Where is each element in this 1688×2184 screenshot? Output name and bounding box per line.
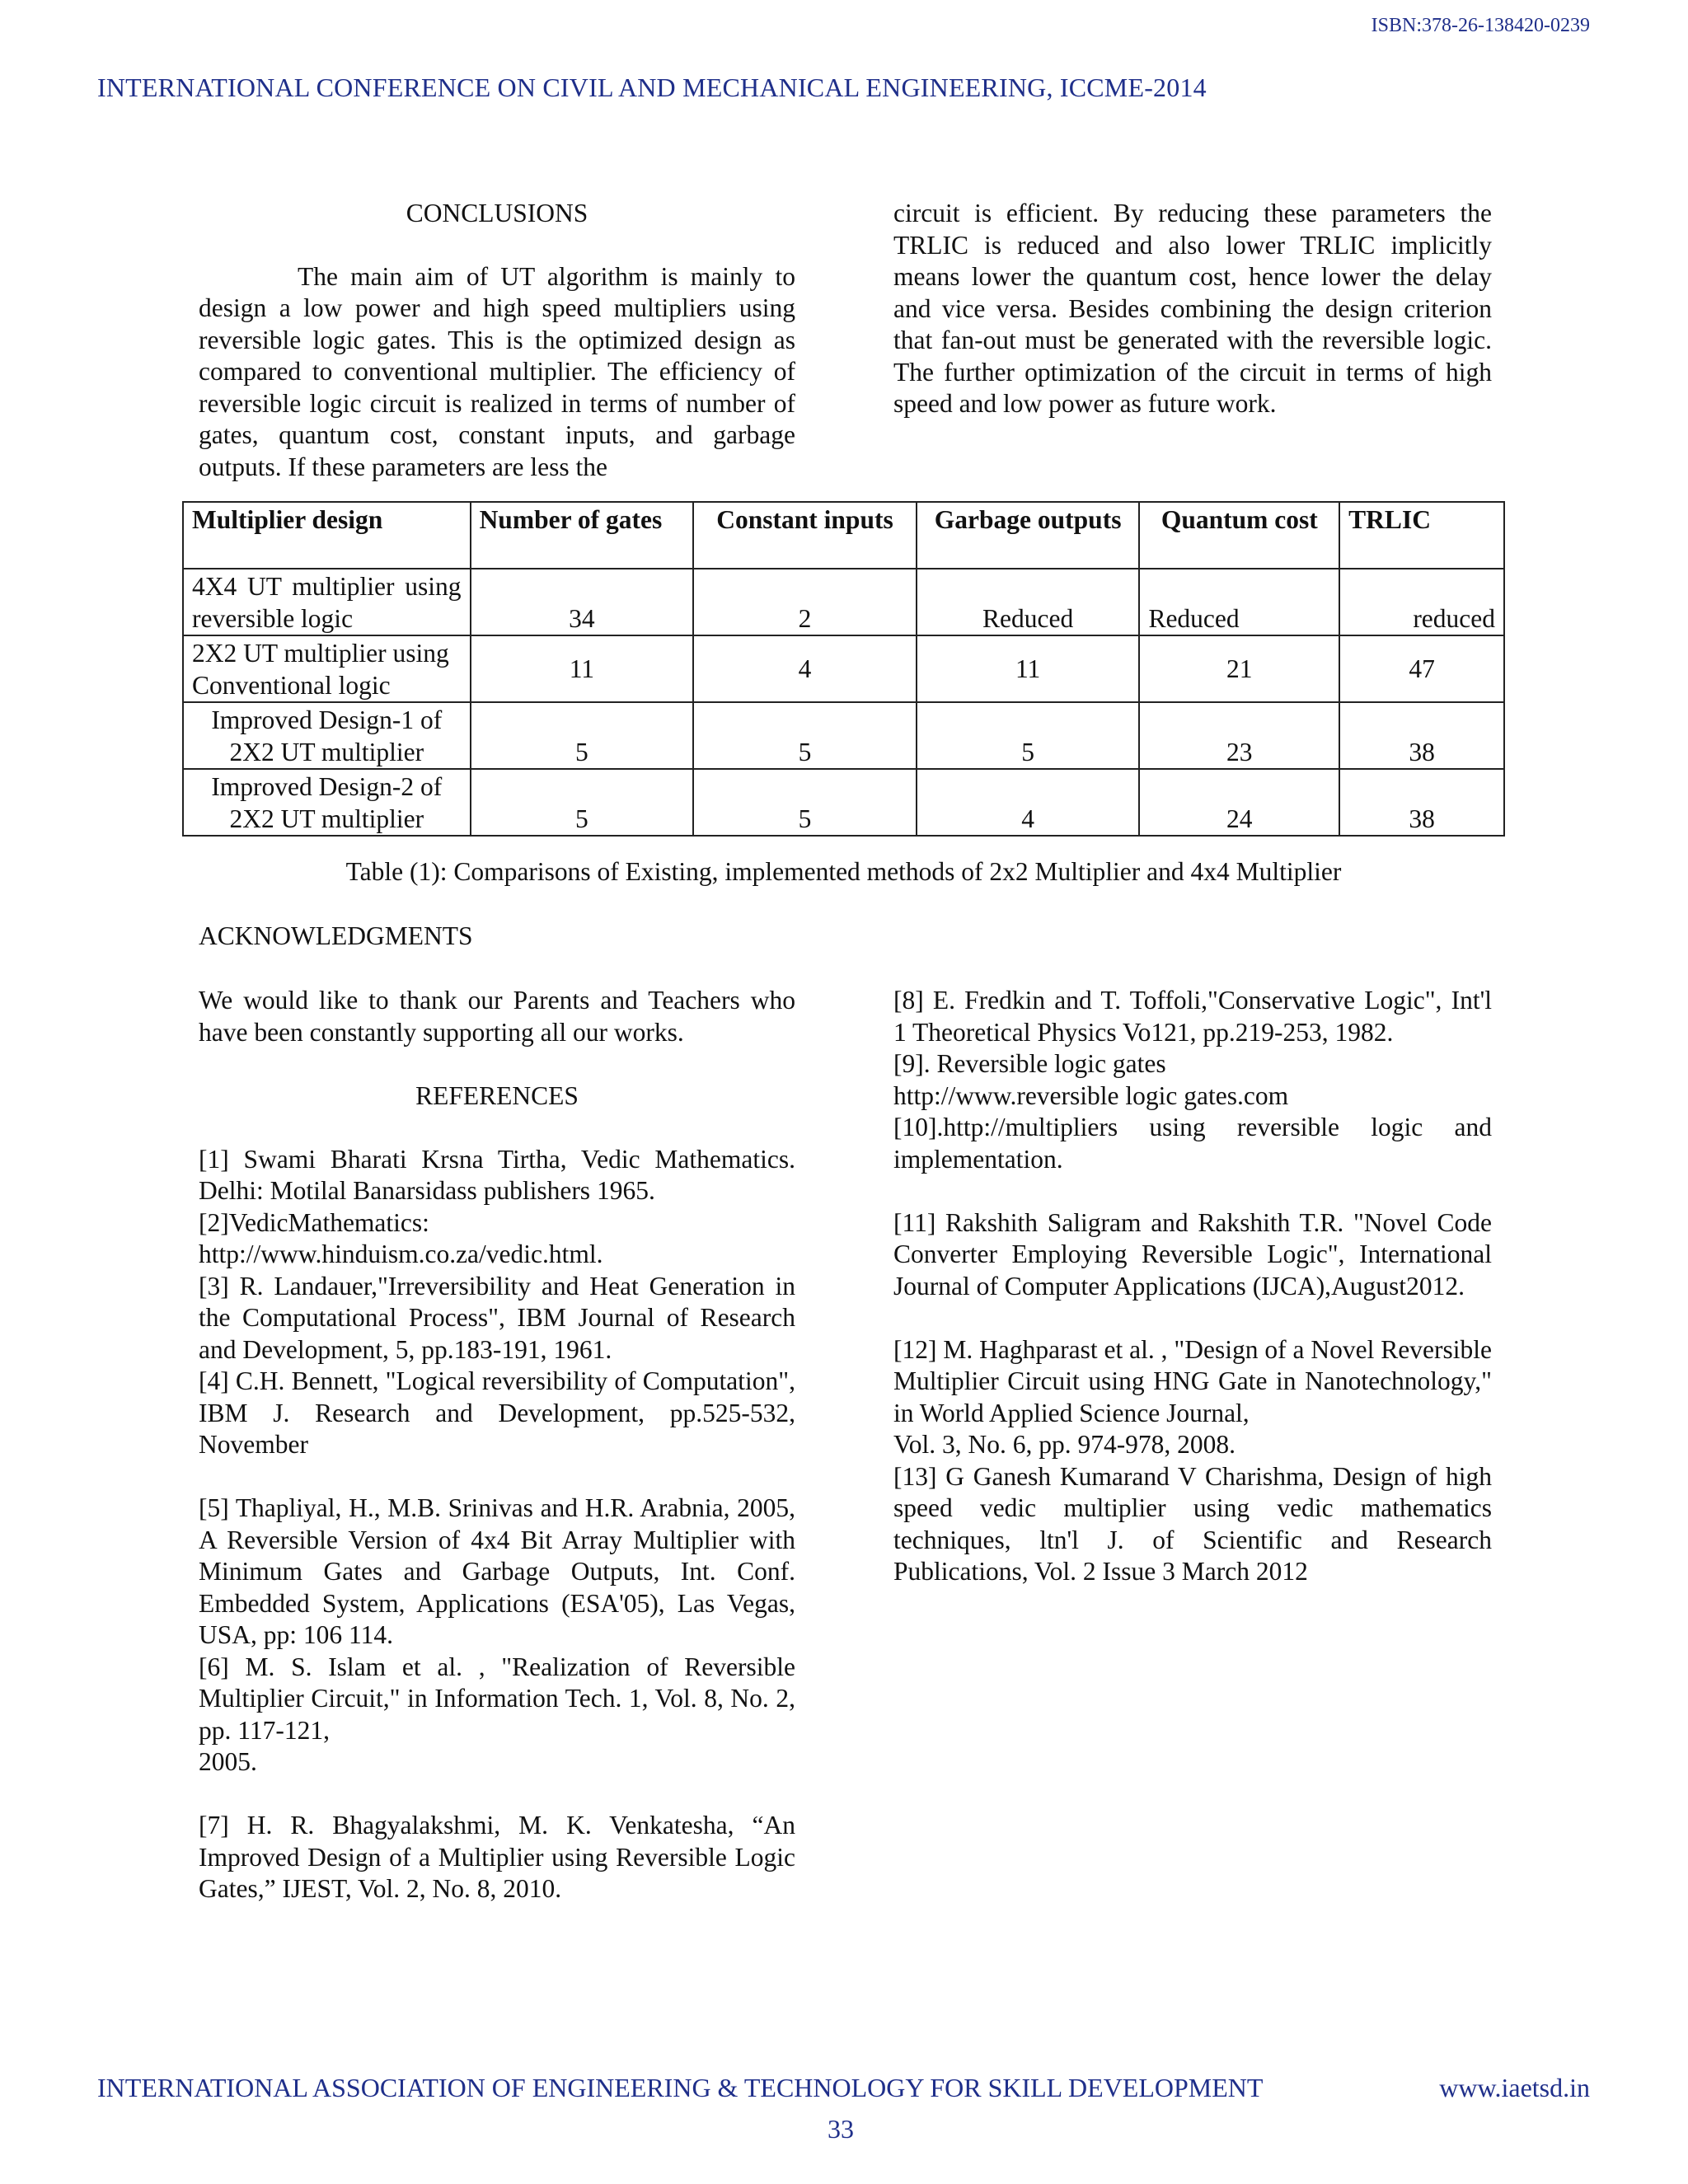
table-cell: 5 — [693, 769, 917, 836]
table-header-row — [183, 502, 1504, 569]
reference-item: [6] M. S. Islam et al. , "Realization of Reversible Multiplier Circuit," in Information Tech. 1, Vol. 8, No. 2, pp. 117-121, — [199, 1652, 795, 1745]
conclusions-paragraph-continued: circuit is efficient. By reducing these parameters the TRLIC is reduced and also lower TRLIC implicitly means lower the quantum cost, hence lower the delay and vice versa. Besides combining the design criterion that fan-out must be generated with the reversible logic. The further optimization of the circuit in terms of high speed and low power as future work. — [893, 199, 1492, 418]
table-cell: 11 — [471, 635, 694, 702]
table-header-cell: Number of gates — [471, 502, 694, 569]
table-cell: Reduced — [917, 569, 1140, 635]
acknowledgments-heading: ACKNOWLEDGMENTS — [199, 921, 473, 950]
table-cell: 4 — [693, 635, 917, 702]
table-cell: 38 — [1339, 769, 1504, 836]
table-cell: 5 — [471, 769, 694, 836]
table-caption: Table (1): Comparisons of Existing, implemented methods of 2x2 Multiplier and 4x4 Multiplier — [345, 857, 1342, 886]
reference-item-year: 2005. — [199, 1747, 257, 1776]
table-cell-design: 2X2 UT multiplier using Conventional logic — [183, 635, 471, 702]
conclusions-heading: CONCLUSIONS — [406, 199, 588, 227]
reference-item-volume: Vol. 3, No. 6, pp. 974-978, 2008. — [893, 1430, 1236, 1459]
table-cell: 38 — [1339, 702, 1504, 769]
reference-item: [11] Rakshith Saligram and Rakshith T.R. "Novel Code Converter Employing Reversible Logic", International Journal of Computer Applications (IJCA),August2012. — [893, 1207, 1492, 1301]
table-row — [183, 769, 1504, 836]
reference-item: [8] E. Fredkin and T. Toffoli,"Conservative Logic", Int'l 1 Theoretical Physics Vo121, pp.219-253, 1982. — [893, 986, 1492, 1047]
table-header-cell: Multiplier design — [183, 502, 471, 569]
conference-header: INTERNATIONAL CONFERENCE ON CIVIL AND MECHANICAL ENGINEERING, ICCME-2014 — [97, 73, 1207, 102]
conclusions-right-column — [893, 198, 1492, 420]
table-row — [183, 635, 1504, 702]
table-cell: 11 — [917, 635, 1140, 702]
acknowledgments-text: We would like to thank our Parents and Teachers who have been constantly supporting all our works. — [199, 986, 795, 1047]
reference-item: [12] M. Haghparast et al. , "Design of a Novel Reversible Multiplier Circuit using HNG Gate in Nanotechnology," in World Applied Science Journal, — [893, 1334, 1492, 1427]
table-cell: 5 — [917, 702, 1140, 769]
reference-item: [10].http://multipliers using reversible logic and implementation. — [893, 1113, 1492, 1174]
conclusions-paragraph: The main aim of UT algorithm is mainly to design a low power and high speed multipliers using reversible logic gates. This is the optimized design as compared to conventional multiplier. The efficiency of reversible logic circuit is realized in terms of number of gates, quantum cost, constant inputs, and garbage outputs. If these parameters are less the — [199, 261, 795, 481]
table-row — [183, 702, 1504, 769]
reference-item: [5] Thapliyal, H., M.B. Srinivas and H.R. Arabnia, 2005, A Reversible Version of 4x4 Bit Array Multiplier with Minimum Gates and Garbage Outputs, Int. Conf. Embedded System, Applications (ESA'05), Las Vegas, USA, pp: 106 114. — [199, 1493, 795, 1649]
table-cell-design: 4X4 UT multiplier using reversible logic — [183, 569, 471, 635]
table-cell: 2 — [693, 569, 917, 635]
table-cell: 21 — [1139, 635, 1339, 702]
table-row — [183, 569, 1504, 635]
table-cell: Reduced — [1139, 569, 1339, 635]
table-header-cell: TRLIC — [1339, 502, 1504, 569]
reference-item-url: http://www.reversible logic gates.com — [893, 1080, 1289, 1110]
page-number: 33 — [828, 2114, 854, 2144]
reference-item: [13] G Ganesh Kumarand V Charishma, Design of high speed vedic multiplier using vedic mathematics techniques, ltn'l J. of Scientific and Research Publications, Vol. 2 Issue 3 March 2012 — [893, 1461, 1492, 1586]
comparison-table — [182, 501, 1505, 837]
reference-item: [4] C.H. Bennett, "Logical reversibility of Computation", IBM J. Research and Development, pp.525-532, November — [199, 1366, 795, 1459]
table-header-cell: Garbage outputs — [917, 502, 1140, 569]
table-header-cell: Constant inputs — [693, 502, 917, 569]
table-cell: 5 — [693, 702, 917, 769]
right-column-bottom — [893, 985, 1492, 1588]
conclusions-left-column — [199, 198, 795, 483]
table-cell: 4 — [917, 769, 1140, 836]
table-cell-design: Improved Design-1 of 2X2 UT multiplier — [183, 702, 471, 769]
table-cell: 23 — [1139, 702, 1339, 769]
table-cell: reduced — [1339, 569, 1504, 635]
table-cell: 24 — [1139, 769, 1339, 836]
table-cell: 34 — [471, 569, 694, 635]
left-column-bottom — [199, 985, 795, 1905]
isbn-number: ISBN:378-26-138420-0239 — [1371, 15, 1590, 36]
reference-item: [2]VedicMathematics: — [199, 1207, 429, 1237]
reference-item: [9]. Reversible logic gates — [893, 1049, 1166, 1078]
references-heading: REFERENCES — [415, 1080, 579, 1110]
table-header-cell: Quantum cost — [1139, 502, 1339, 569]
table-cell: 47 — [1339, 635, 1504, 702]
footer-url: www.iaetsd.in — [1439, 2073, 1590, 2102]
reference-item: [7] H. R. Bhagyalakshmi, M. K. Venkatesha, “An Improved Design of a Multiplier using Reversible Logic Gates,” IJEST, Vol. 2, No. 8, 2010. — [199, 1811, 795, 1903]
reference-item: [1] Swami Bharati Krsna Tirtha, Vedic Mathematics. Delhi: Motilal Banarsidass publishers 1965. — [199, 1144, 795, 1205]
reference-item: [3] R. Landauer,"Irreversibility and Heat Generation in the Computational Process", IBM Journal of Research and Development, 5, pp.183-191, 1961. — [199, 1271, 795, 1364]
table-cell: 5 — [471, 702, 694, 769]
footer-organization: INTERNATIONAL ASSOCIATION OF ENGINEERING & TECHNOLOGY FOR SKILL DEVELOPMENT — [97, 2073, 1264, 2102]
table-cell-design: Improved Design-2 of 2X2 UT multiplier — [183, 769, 471, 836]
reference-item-url: http://www.hinduism.co.za/vedic.html. — [199, 1240, 603, 1268]
